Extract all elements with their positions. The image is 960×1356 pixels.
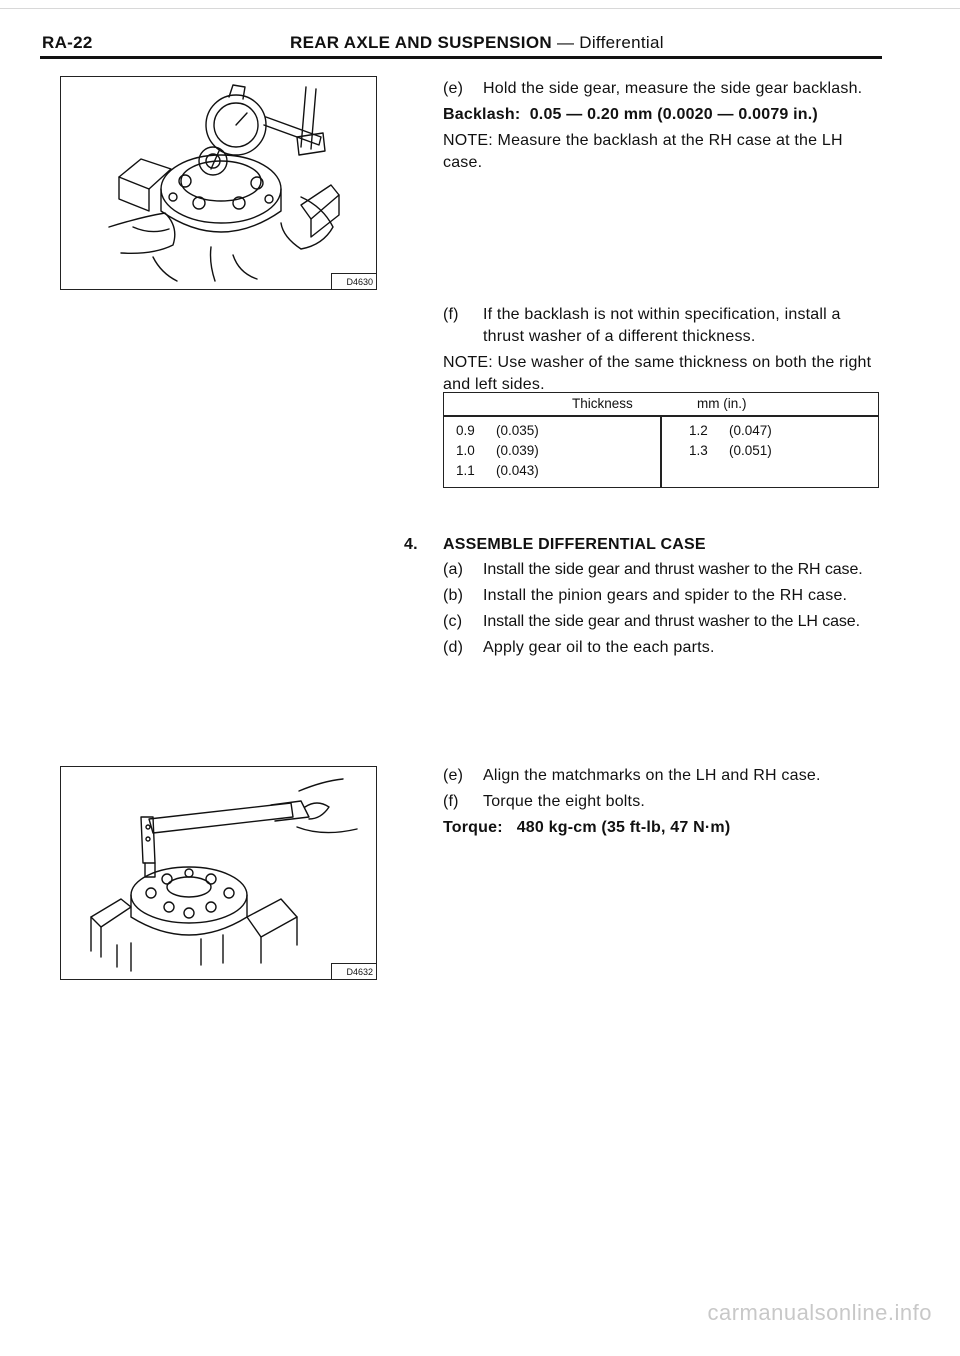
thickness-in: (0.051): [729, 443, 772, 458]
thickness-in: (0.035): [496, 423, 539, 438]
table-row: [456, 423, 539, 438]
torque-spec: [443, 817, 883, 839]
thickness-table: [443, 392, 879, 488]
step-text: Torque the eight bolts.: [483, 793, 646, 810]
step-text: If the backlash is not within specification, install a thrust washer of a different thickness.: [483, 306, 841, 345]
title-dash: —: [551, 33, 580, 52]
step-label: (a): [443, 561, 464, 578]
step-b: [443, 585, 888, 607]
section-number: 4.: [404, 536, 418, 553]
thickness-in: (0.043): [496, 463, 539, 478]
thickness-mm: 0.9: [456, 423, 475, 438]
thickness-mm: 1.0: [456, 443, 475, 458]
figure-code: D4630: [346, 277, 373, 287]
figure-backlash-measurement: [60, 76, 377, 290]
thickness-in: (0.047): [729, 423, 772, 438]
figure-code: D4632: [346, 967, 373, 977]
spec-label: Backlash:: [443, 106, 521, 123]
subsection-title: Differential: [579, 33, 664, 52]
spec-label: Torque:: [443, 819, 503, 836]
step-label: (e): [443, 767, 464, 784]
table-header-thickness: Thickness: [572, 396, 633, 411]
step-f-torque-bolts: [443, 791, 883, 813]
page-code: RA-22: [42, 33, 93, 52]
step-label: (f): [443, 306, 459, 323]
thickness-in: (0.039): [496, 443, 539, 458]
thickness-mm: 1.1: [456, 463, 475, 478]
washer-note: NOTE: Use washer of the same thickness on both the right and left sides.: [443, 354, 872, 393]
section-title: REAR AXLE AND SUSPENSION: [290, 33, 552, 52]
step-text: Install the side gear and thrust washer to the RH case.: [483, 561, 863, 578]
step-text: Hold the side gear, measure the side gear backlash.: [483, 80, 863, 97]
section-heading: ASSEMBLE DIFFERENTIAL CASE: [443, 536, 706, 553]
step-text: Align the matchmarks on the LH and RH case.: [483, 767, 821, 784]
step-f-thrust-washer: [443, 304, 883, 348]
backlash-spec: [443, 104, 883, 126]
table-row: [689, 443, 772, 458]
spec-value: 0.05 — 0.20 mm (0.0020 — 0.0079 in.): [529, 106, 818, 123]
spec-value: 480 kg-cm (35 ft-lb, 47 N·m): [516, 819, 731, 836]
thickness-mm: 1.3: [689, 443, 708, 458]
step-text: Install the pinion gears and spider to the RH case.: [483, 587, 848, 604]
table-row: [456, 463, 539, 478]
page-title: [290, 33, 664, 53]
step-label: (e): [443, 80, 464, 97]
step-label: (f): [443, 793, 459, 810]
step-label: (c): [443, 613, 463, 630]
step-text: Install the side gear and thrust washer to the LH case.: [483, 613, 860, 630]
torque-wrench-illustration: [61, 767, 376, 979]
figure-torque-bolts: [60, 766, 377, 980]
table-header-unit: mm (in.): [697, 396, 747, 411]
step-d: [443, 637, 888, 659]
step-text: Apply gear oil to the each parts.: [483, 639, 715, 656]
step-c: [443, 611, 888, 633]
step-label: (b): [443, 587, 464, 604]
site-watermark: carmanualsonline.info: [707, 1300, 932, 1325]
step-a: [443, 559, 888, 581]
top-scan-line: [0, 8, 960, 9]
step-e-align-matchmarks: [443, 765, 883, 787]
step-label: (d): [443, 639, 464, 656]
table-row: [456, 443, 539, 458]
backlash-note: NOTE: Measure the backlash at the RH case at the LH case.: [443, 132, 843, 171]
table-row: [689, 423, 772, 438]
table-column-divider: [660, 416, 662, 487]
dial-indicator-illustration: [61, 77, 376, 289]
thickness-mm: 1.2: [689, 423, 708, 438]
header-rule: [40, 56, 882, 59]
step-e-hold-side-gear: [443, 78, 883, 100]
